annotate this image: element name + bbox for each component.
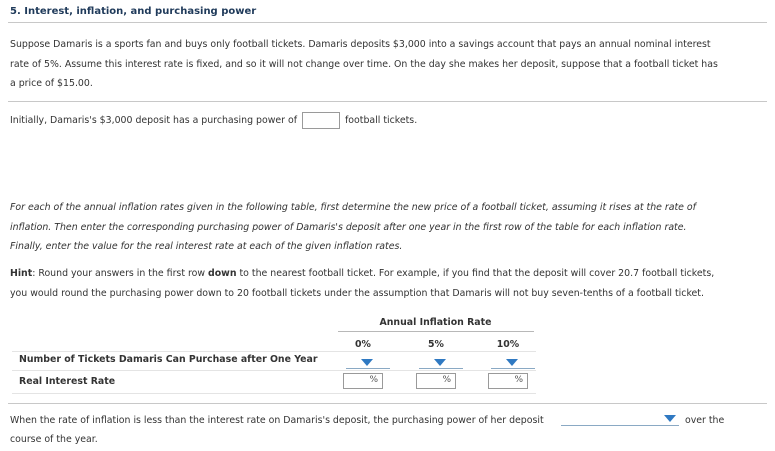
table-row-rule	[12, 351, 536, 352]
title-divider	[8, 22, 767, 23]
table-header-annual-inflation-rate: Annual Inflation Rate	[379, 317, 492, 328]
intro-line-1: Suppose Damaris is a sports fan and buys only football tickets. Damaris deposits $3,000 into a savings account that pays an annual nominal interest	[10, 39, 711, 50]
initial-purchasing-power-question	[10, 111, 765, 131]
table-row-rule	[12, 393, 536, 394]
hint-text-2: to the nearest football ticket. For example, if you find that the deposit will cover 20.7 football tickets,	[236, 268, 715, 279]
hint-paragraph	[10, 264, 765, 303]
chevron-down-icon	[664, 415, 676, 422]
intro-line-2: rate of 5%. Assume this interest rate is fixed, and so it will not change over time. On the day she makes her deposit, suppose that a football ticket has	[10, 58, 718, 70]
instructions-line-1: For each of the annual inflation rates given in the following table, first determine the new price of a football ticket, assuming it rises at the rate of	[10, 202, 696, 213]
percent-symbol: %	[514, 375, 523, 385]
real-rate-input-10[interactable]	[488, 373, 528, 389]
real-rate-input-0[interactable]	[343, 373, 383, 389]
purchasing-power-change-dropdown[interactable]	[561, 413, 679, 426]
row-label-tickets: Number of Tickets Damaris Can Purchase after One Year	[19, 354, 318, 365]
row-label-real-interest-rate: Real Interest Rate	[19, 376, 116, 387]
table-divider	[8, 403, 767, 404]
conclusion-text-after: over the	[685, 415, 725, 426]
table-header-rule	[338, 331, 534, 332]
intro-divider	[8, 101, 767, 102]
hint-bold-word: down	[208, 268, 237, 279]
conclusion-text: When the rate of inflation is less than the interest rate on Damaris's deposit, the purchasing power of her deposit	[10, 415, 544, 426]
tickets-dropdown-10[interactable]	[491, 357, 535, 369]
instructions-line-3: Finally, enter the value for the real interest rate at each of the given inflation rates.	[10, 241, 403, 252]
table-row-rule	[12, 370, 536, 371]
intro-line-3: a price of $15.00.	[10, 78, 93, 89]
initial-text-before: Initially, Damaris's $3,000 deposit has a purchasing power of	[10, 115, 298, 126]
hint-line-2: you would round the purchasing power down to 20 football tickets under the assumption that Damaris will not buy seven-tenths of a football ticket.	[10, 287, 704, 299]
instructions-paragraph	[10, 198, 765, 257]
conclusion-line-2: course of the year.	[10, 434, 98, 445]
real-rate-input-5[interactable]	[416, 373, 456, 389]
hint-label: Hint	[10, 268, 33, 279]
tickets-dropdown-5[interactable]	[419, 357, 463, 369]
instructions-line-2: inflation. Then enter the corresponding purchasing power of Damaris's deposit after one year in the first row of the table for each inflation rate.	[10, 221, 687, 233]
chevron-down-icon	[506, 359, 518, 366]
tickets-dropdown-0[interactable]	[346, 357, 390, 369]
column-header-5: 5%	[428, 339, 444, 350]
percent-symbol: %	[369, 375, 378, 385]
column-header-10: 10%	[496, 339, 520, 350]
question-title: 5. Interest, inflation, and purchasing power	[10, 6, 257, 17]
column-header-0: 0%	[355, 339, 371, 350]
initial-text-after: football tickets.	[345, 115, 418, 126]
chevron-down-icon	[434, 359, 446, 366]
chevron-down-icon	[361, 359, 373, 366]
initial-tickets-input[interactable]	[302, 112, 340, 129]
hint-text-1: : Round your answers in the first row	[32, 268, 209, 279]
percent-symbol: %	[442, 375, 451, 385]
intro-paragraph	[10, 35, 765, 94]
